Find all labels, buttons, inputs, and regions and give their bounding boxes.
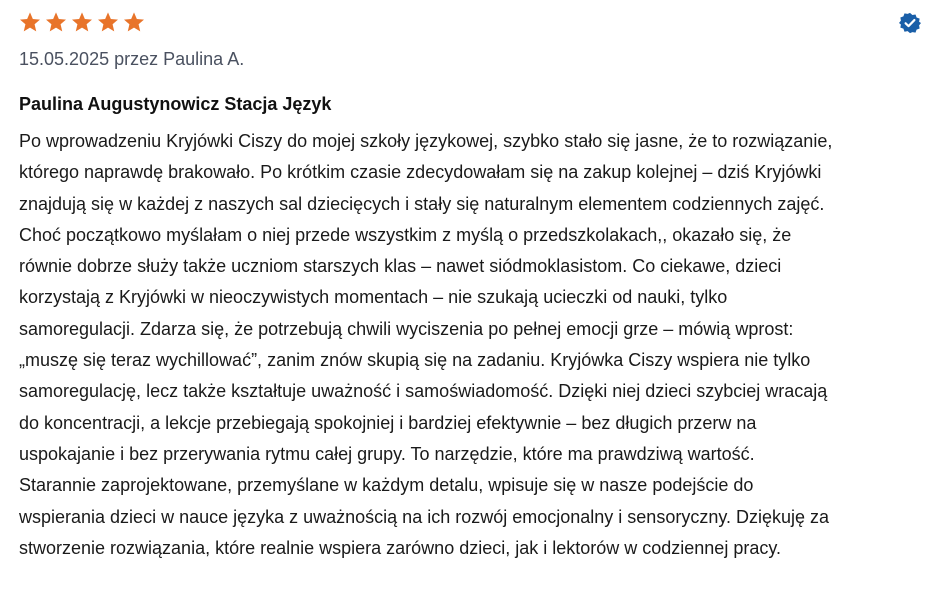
star-rating bbox=[19, 11, 145, 33]
review-body-line: Starannie zaprojektowane, przemyślane w każdym detalu, wpisuje się w nasze podejście do bbox=[19, 475, 754, 496]
star-icon bbox=[97, 11, 119, 33]
review-body-line: „muszę się teraz wychillować”, zanim znów skupią się na zadaniu. Kryjówka Ciszy wspiera nie tylko bbox=[19, 350, 811, 371]
author-prefix: przez bbox=[114, 49, 159, 69]
review-title: Paulina Augustynowicz Stacja Język bbox=[19, 94, 332, 114]
star-icon bbox=[45, 11, 67, 33]
review-date: 15.05.2025 bbox=[19, 49, 110, 69]
review-body-line: Choć początkowo myślałam o niej przede wszystkim z myślą o przedszkolakach,, okazało się, że bbox=[19, 224, 792, 245]
review-body-line: którego naprawdę brakowało. Po krótkim czasie zdecydowałam się na zakup kolejnej – dziś Kryjówki bbox=[19, 162, 822, 183]
review-body-line: korzystają z Kryjówki w nieoczywistych momentach – nie szukają ucieczki od nauki, tylko bbox=[19, 287, 728, 308]
review-body-line: znajdują się w każdej z naszych sal dziecięcych i stały się naturalnym elementem codziennych zajęć. bbox=[19, 193, 825, 214]
review-meta bbox=[19, 47, 244, 71]
review-body-line: samoregulacji. Zdarza się, że potrzebują chwili wyciszenia po pełnej emocji grze – mówią wprost: bbox=[19, 318, 794, 339]
review-body bbox=[19, 126, 924, 564]
review-author: Paulina A. bbox=[163, 49, 245, 69]
review-body-line: samoregulację, lecz także kształtuje uważność i samoświadomość. Dzięki niej dzieci szybciej wracają bbox=[19, 381, 828, 402]
review-body-line: do koncentracji, a lekcje przebiegają spokojniej i bardziej efektywnie – bez długich przerw na bbox=[19, 412, 757, 433]
star-icon bbox=[123, 11, 145, 33]
star-icon bbox=[19, 11, 41, 33]
verified-check-badge-icon bbox=[899, 12, 921, 34]
star-icon bbox=[71, 11, 93, 33]
review-body-line: równie dobrze służy także uczniom starszych klas – nawet siódmoklasistom. Co ciekawe, dzieci bbox=[19, 256, 782, 277]
review-body-line: stworzenie rozwiązania, które realnie wspiera zarówno dzieci, jak i lektorów w codziennej pracy. bbox=[19, 537, 782, 558]
review-body-line: Po wprowadzeniu Kryjówki Ciszy do mojej szkoły językowej, szybko stało się jasne, że to rozwiązanie, bbox=[19, 131, 833, 151]
review-body-line: wspierania dzieci w nauce języka z uważnością na ich rozwój emocjonalny i sensoryczny. Dziękuję za bbox=[19, 506, 830, 527]
review-body-line: uspokajanie i bez przerywania rytmu całej grupy. To narzędzie, które ma prawdziwą wartość. bbox=[19, 443, 755, 464]
